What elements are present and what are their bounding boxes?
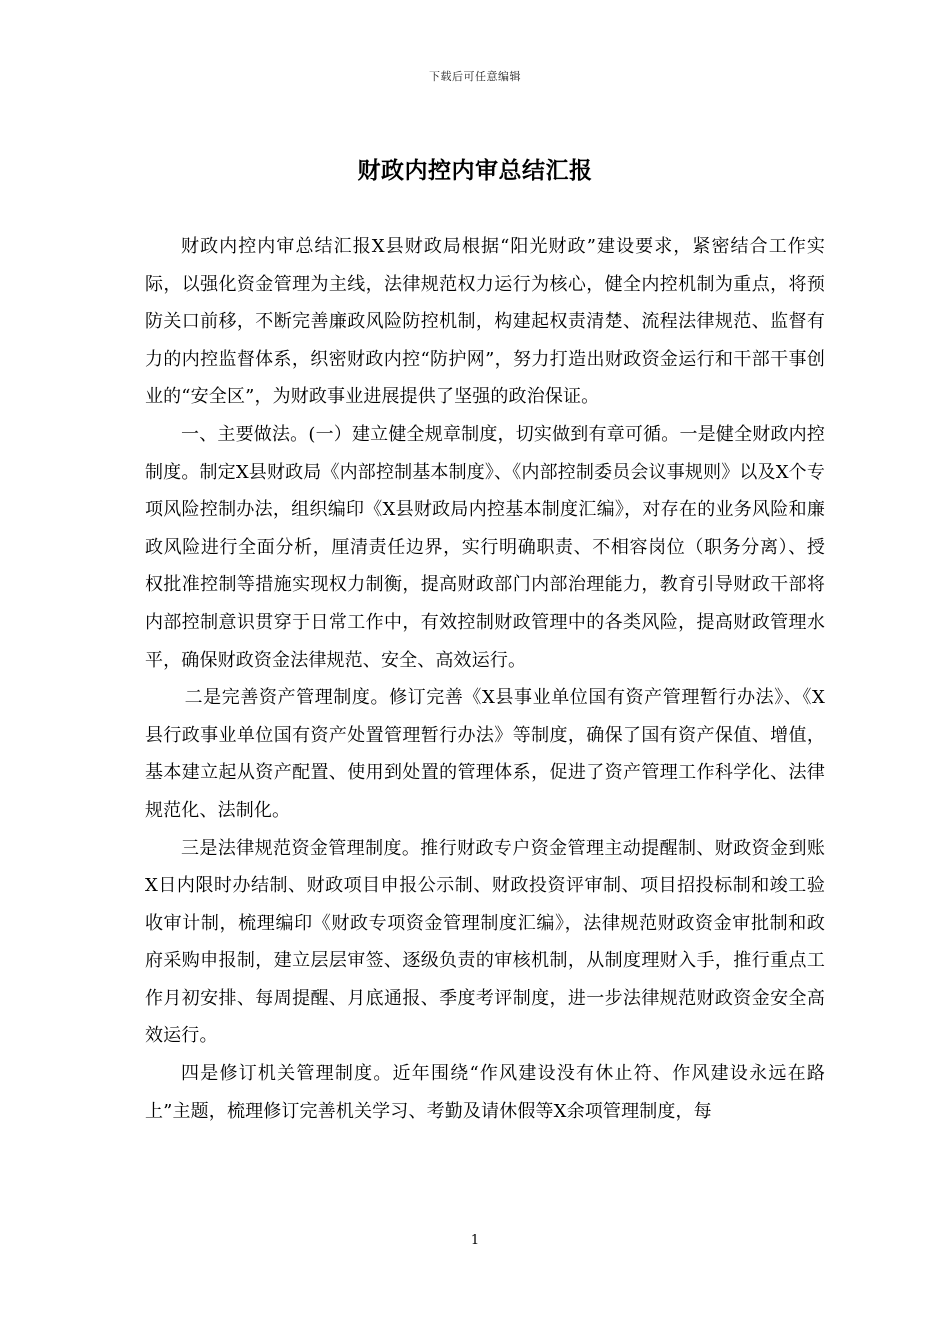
- document-title: 财政内控内审总结汇报: [357, 158, 593, 184]
- paragraph-asset-management: 二是完善资产管理制度。修订完善《X县事业单位国有资产管理暂行办法》、《X县行政事业单位国有资产处置管理暂行办法》等制度，确保了国有资产保值、增值，基本建立起从资产配置、使用到处置的管理体系，促进了资产管理工作科学化、法律规范化、法制化。: [145, 687, 825, 821]
- document-body: [145, 228, 825, 1130]
- paragraph-fund-management: 三是法律规范资金管理制度。推行财政专户资金管理主动提醒制、财政资金到账X日内限时办结制、财政项目申报公示制、财政投资评审制、项目招投标制和竣工验收审计制，梳理编印《财政专项资金管理制度汇编》，法律规范财政资金审批制和政府采购申报制，建立层层审签、逐级负责的审核机制，从制度理财入手，推行重点工作月初安排、每周提醒、月底通报、季度考评制度，进一步法律规范财政资金安全高效运行。: [145, 837, 825, 1047]
- paragraph-office-management: 四是修订机关管理制度。近年围绕“作风建设没有休止符、作风建设永远在路上”主题，梳理修订完善机关学习、考勤及请休假等X余项管理制度，每: [145, 1063, 825, 1122]
- paragraph-intro: 财政内控内审总结汇报X县财政局根据“阳光财政”建设要求，紧密结合工作实际，以强化资金管理为主线，法律规范权力运行为核心，健全内控机制为重点，将预防关口前移，不断完善廉政风险防控机制，构建起权责清楚、流程法律规范、监督有力的内控监督体系，织密财政内控“防护网”，努力打造出财政资金运行和干部干事创业的“安全区”，为财政事业进展提供了坚强的政治保证。: [145, 236, 825, 408]
- paragraph-main-measures: 一、主要做法。(一）建立健全规章制度，切实做到有章可循。一是健全财政内控制度。制定X县财政局《内部控制基本制度》、《内部控制委员会议事规则》以及X个专项风险控制办法，组织编印《X县财政局内控基本制度汇编》，对存在的业务风险和廉政风险进行全面分析，厘清责任边界，实行明确职责、不相容岗位（职务分离）、授权批准控制等措施实现权力制衡，提高财政部门内部治理能力，教育引导财政干部将内部控制意识贯穿于日常工作中，有效控制财政管理中的各类风险，提高财政管理水平，确保财政资金法律规范、安全、高效运行。: [145, 423, 825, 671]
- header-note: 下载后可任意编辑: [429, 70, 521, 83]
- page-number: 1: [470, 1233, 480, 1248]
